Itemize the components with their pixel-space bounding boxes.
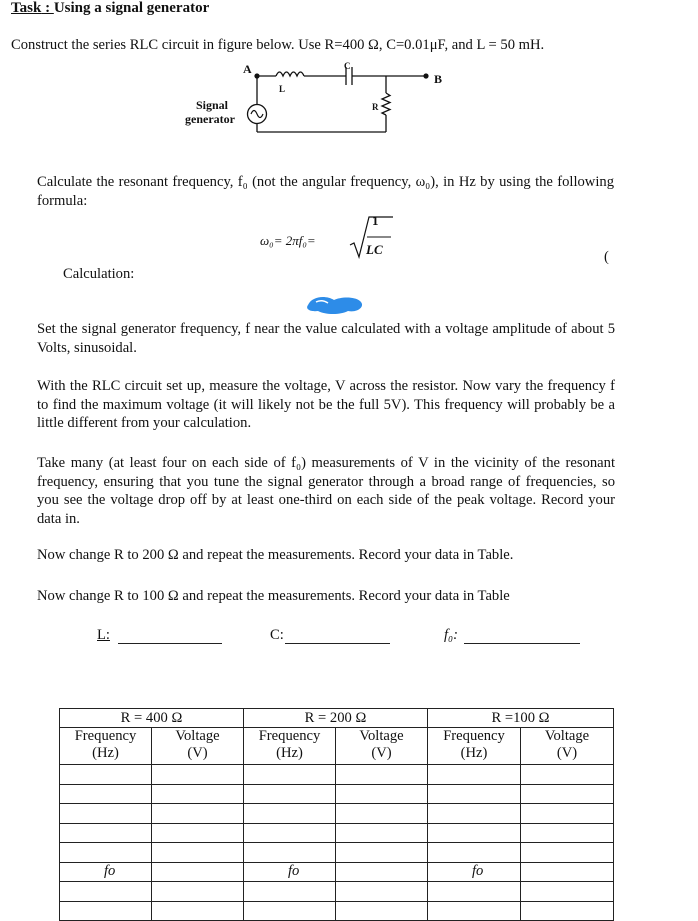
measure-paragraph: With the RLC circuit set up, measure the voltage, V across the resistor. Now vary the frequency f to find the maximum voltage (it will likely not be the full 5V). This frequency will probably be a little different from your calculation. bbox=[37, 378, 615, 431]
table-row-fo bbox=[60, 862, 614, 882]
task-title: Using a signal generator bbox=[53, 0, 210, 16]
task-sep: : bbox=[41, 0, 54, 16]
table-row bbox=[60, 901, 614, 921]
calculation-label: Calculation: bbox=[63, 266, 135, 282]
col-header-frequency: Frequency (Hz) bbox=[428, 728, 521, 765]
col-header-voltage: Voltage (V) bbox=[521, 728, 614, 765]
resistor-symbol bbox=[382, 93, 390, 115]
formula-lhs: ω₀= 2πf₀= bbox=[260, 233, 316, 248]
fo-cell-r100[interactable]: fo bbox=[428, 862, 521, 882]
table-row bbox=[60, 843, 614, 863]
table-row bbox=[60, 823, 614, 843]
inductance-label: L: bbox=[97, 627, 110, 643]
r200-paragraph: Now change R to 200 Ω and repeat the measurements. Record your data in Table. bbox=[37, 547, 514, 563]
task-prefix: Task bbox=[11, 0, 42, 16]
intro-paragraph: Construct the series RLC circuit in figure below. Use R=400 Ω, C=0.01μF, and L = 50 mH. bbox=[11, 37, 545, 53]
table-row bbox=[60, 765, 614, 785]
inductance-input-line[interactable] bbox=[118, 643, 222, 644]
col-header-voltage: Voltage (V) bbox=[152, 728, 244, 765]
table-column-header-row bbox=[60, 728, 614, 765]
table-row bbox=[60, 882, 614, 902]
table-row bbox=[60, 784, 614, 804]
calc-instruction: Calculate the resonant frequency, f₀ (not the angular frequency, ω₀), in Hz by using the following formula: bbox=[37, 174, 614, 209]
col-header-frequency: Frequency (Hz) bbox=[60, 728, 152, 765]
task-heading bbox=[11, 0, 209, 17]
ink-blot bbox=[304, 294, 366, 316]
stray-paren: ( bbox=[604, 249, 609, 265]
source-label-line2: generator bbox=[185, 112, 235, 126]
inductor-symbol bbox=[276, 72, 304, 76]
col-header-frequency: Frequency (Hz) bbox=[244, 728, 336, 765]
set-frequency-paragraph: Set the signal generator frequency, f near the value calculated with a voltage amplitude of about 5 Volts, sinusoidal. bbox=[37, 321, 615, 356]
capacitance-label: C: bbox=[270, 627, 284, 643]
table-row bbox=[60, 804, 614, 824]
resistor-label: R bbox=[372, 102, 379, 112]
resonant-frequency-input-line[interactable] bbox=[464, 643, 580, 644]
node-a-label: A bbox=[243, 62, 252, 76]
measurement-table bbox=[59, 708, 614, 921]
source-label-line1: Signal bbox=[196, 98, 229, 112]
formula-denominator: LC bbox=[366, 242, 383, 257]
r100-paragraph: Now change R to 100 Ω and repeat the measurements. Record your data in Table bbox=[37, 588, 510, 604]
resonant-frequency-label: f₀: bbox=[444, 627, 458, 643]
inductor-label: L bbox=[279, 84, 286, 94]
fo-cell-r400[interactable]: fo bbox=[60, 862, 152, 882]
formula-numerator: 1 bbox=[372, 213, 379, 228]
node-b-dot bbox=[423, 73, 428, 78]
node-b-label: B bbox=[434, 72, 443, 86]
table-group-header-row bbox=[60, 709, 614, 728]
fo-cell-r200[interactable]: fo bbox=[244, 862, 336, 882]
capacitor-label: C bbox=[344, 61, 351, 71]
group-header-r200: R = 200 Ω bbox=[244, 709, 428, 728]
take-many-paragraph: Take many (at least four on each side of f₀) measurements of V in the vicinity of the resonant frequency, ensuring that you tune the signal generator through a broad range of frequencies, so you see the voltage drop off by at least one-third on each side of the peak voltage. Record your data in. bbox=[37, 455, 615, 527]
col-header-voltage: Voltage (V) bbox=[336, 728, 428, 765]
group-header-r100: R =100 Ω bbox=[428, 709, 614, 728]
group-header-r400: R = 400 Ω bbox=[60, 709, 244, 728]
capacitance-input-line[interactable] bbox=[285, 643, 390, 644]
